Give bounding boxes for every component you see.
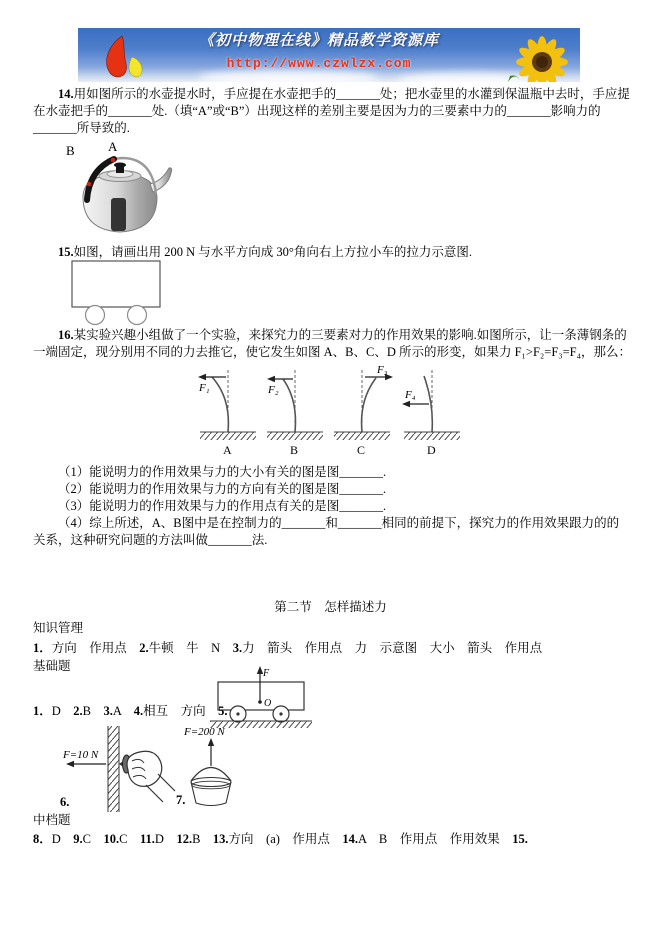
subquestion-1: （1）能说明力的作用效果与力的大小有关的图是图_______. [58, 465, 387, 479]
mid-header: 中档题 [33, 813, 71, 827]
diagram-panel-d [402, 370, 460, 457]
force-label-f2: F₂ [268, 384, 279, 396]
subquestion-3: （3）能说明力的作用效果与力的作用点有关的是图_______. [58, 499, 387, 513]
knowledge-answers: 1．方向 作用点 2.牛顿 牛 N 3.力 箭头 作用点 力 示意图 大小 箭头 作用点 [33, 641, 543, 655]
kettle-figure [58, 142, 183, 242]
question-14-number: 14. [58, 87, 74, 101]
bucket-figure-q7 [174, 724, 252, 808]
sunflower-icon [504, 34, 580, 82]
figure-7-number: 7. [176, 793, 186, 807]
banner-url-link[interactable]: http://www.czwlzx.com [226, 56, 412, 71]
diagram-caption-c: C [357, 443, 366, 457]
question-16-text: 16.某实验兴趣小组做了一个实验，来探究力的三要素对力的作用效果的影响.如图所示，让一条薄钢条的一端固定，现分别用不同的力去推它，使它发生如图 A、B、C、D 所示的形变，如果力 F₁>F₂=F₃=F₄，那么： [33, 328, 631, 359]
q5-point-label: O [264, 698, 272, 709]
handle-point-a-marker [111, 158, 116, 163]
diagram-panel-a [198, 370, 256, 457]
basic-header: 基础题 [33, 659, 71, 673]
q5-force-label: F [263, 668, 270, 679]
knowledge-header: 知识管理 [33, 621, 84, 635]
force-label-f1: F₁ [199, 382, 210, 394]
site-banner [78, 28, 580, 82]
kettle-label-b: B [66, 143, 75, 158]
force-label-f3: F₃ [377, 364, 388, 376]
q7-force-label: F=200 N [184, 726, 225, 738]
question-15-text: 15.如图，请画出用 200 N 与水平方向成 30°角向右上方拉小车的拉力示意图. [58, 245, 473, 259]
question-15-number: 15. [58, 245, 74, 259]
diagram-caption-a: A [223, 443, 232, 457]
figure-6-number: 6. [60, 795, 70, 809]
diagram-panel-b [267, 370, 323, 457]
strip-diagrams-figure [192, 364, 470, 458]
mid-answers: 8．D 9.C 10.C 11.D 12.B 13.方向 (a) 作用点 14.A B 作用点 作用效果 15. [33, 832, 528, 846]
q6-force-label: F=10 N [63, 749, 99, 761]
cart-figure-q15 [62, 259, 168, 325]
force-label-f4: F₄ [405, 389, 416, 401]
banner-title: 《初中物理在线》精品教学资源库 [198, 33, 439, 49]
handle-point-b-marker [87, 182, 92, 187]
diagram-caption-b: B [290, 443, 299, 457]
question-16-number: 16. [58, 328, 74, 342]
wall-push-figure-q6 [58, 726, 186, 814]
kettle-label-a: A [108, 142, 118, 154]
subquestion-4: （4）综上所述，A、B图中是在控制力的_______和_______相同的前提下，探究力的作用效果跟力的的关系，这种研究问题的方法叫做_______法. [33, 516, 620, 547]
section-title: 第二节 怎样描述力 [274, 600, 387, 614]
diagram-panel-c [334, 364, 393, 457]
subquestion-2: （2）能说明力的作用效果与力的方向有关的图是图_______. [58, 482, 387, 496]
basic-answers: 1．D 2.B 3.A 4.相互 方向 5. [33, 704, 228, 718]
diagram-caption-d: D [427, 443, 436, 457]
question-14-text: 14.用如图所示的水壶提水时，手应提在水壶把手的_______处；把水壶里的水灌到保温瓶中去时，手应提在水壶把手的_______处.（填“A”或“B”）出现这样的差别主要是因为力的三要素中力的_______影响力的_______所导致的. [33, 87, 630, 135]
